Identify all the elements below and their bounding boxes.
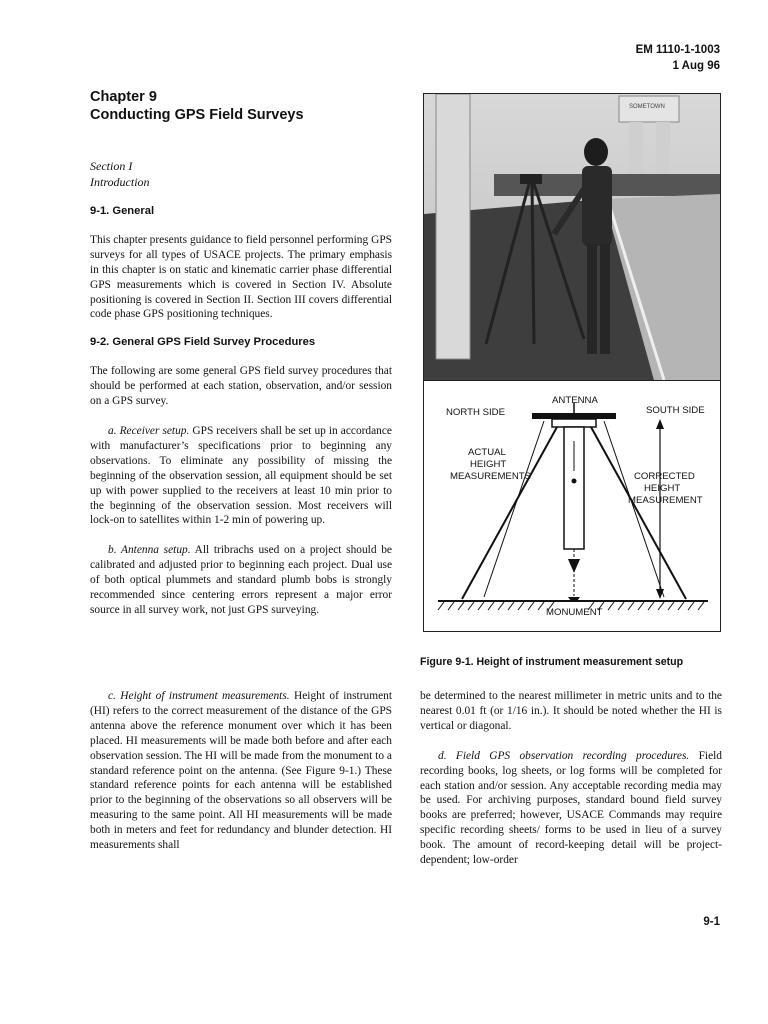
page-number: 9-1 [703,916,720,928]
heading-9-2: 9-2. General GPS Field Survey Procedures [90,336,316,349]
label-actual-2: HEIGHT [470,459,507,470]
document-header [636,42,720,74]
heading-9-1: 9-1. General [90,205,155,217]
chapter-title: Conducting GPS Field Surveys [90,107,304,123]
paragraph-d-text: Field recording books, log sheets, or log forms will be completed for each station and/or session. Any acceptable recording media may be used. For archiving purposes, standard bound field survey books are preferred; however, USACE Commands may require specific recording sheets/ forms to be used in lieu of a survey book. The amount of record-keeping detail will be project-dependent; low-order [420,749,723,867]
photo-sign-text: SOMETOWN [629,104,665,110]
doc-date: 1 Aug 96 [672,60,720,72]
doc-number: EM 1110-1-1003 [635,44,720,56]
paragraph-c-text: Height of instrument (HI) refers to the correct measurement of the distance of the GPS antenna above the reference monument over which it has been placed. HI measurements will be made both before and after each observation session. The HI will be made from the monument to a standard reference point on the antenna. (See Figure 9-1.) These standard reference points for each antenna will be established prior to the beginning of the observations so all observers will be measuring to the same point. All HI measurements will be made both in meters and feet for redundancy and blunder detection. HI measurements shall [90,690,392,852]
figure-photo [423,93,721,381]
label-south-side: SOUTH SIDE [646,405,705,416]
paragraph-b-text: All tribrachs used on a project should be calibrated and adjusted prior to beginning each project. Dual use of both optical plummets and standard plumb bobs is strongly recommended since centering errors represent a major error source in all survey work, not just GPS surveying. [90,544,392,616]
paragraph-c-continued: be determined to the nearest millimeter in metric units and to the nearest 0.01 ft (or 1/16 in.). It should be noted whether the HI is vertical or diagonal. [420,690,722,732]
paragraph-a-text: GPS receivers shall be set up in accordance with manufacturer’s specifications prior to beginning any observations. To eliminate any possibility of missing the beginning of the observation session, all equipment should be set up with power supplied to the receivers at least 10 min prior to the beginning of the observation session. Most receivers will lock-on to satellites within 1-2 min of powering up. [90,424,392,527]
label-actual-3: MEASUREMENTS [450,471,532,482]
height-measurement-diagram [424,381,720,631]
paragraph-a-label: a. Receiver setup. [108,424,190,437]
chapter-heading [90,88,304,124]
section-number: Section I [90,159,133,173]
paragraph-d-label: d. Field GPS observation recording procedures. [438,749,690,762]
paragraph-d [420,749,722,868]
section-label [90,158,150,190]
antenna-ground-plane [532,413,616,419]
label-corrected-3: MEASUREMENT [628,495,703,506]
label-north-side: NORTH SIDE [446,407,505,418]
label-actual-1: ACTUAL [468,447,506,458]
figure-diagram [423,380,721,632]
section-title: Introduction [90,175,150,189]
right-column [420,689,722,868]
label-antenna: ANTENNA [552,395,598,406]
figure-caption: Figure 9-1. Height of instrument measurement setup [420,656,684,668]
label-corrected-2: HEIGHT [644,483,681,494]
paragraph-c [90,689,392,853]
label-monument: MONUMENT [546,607,603,618]
paragraph-b-label: b. Antenna setup. [108,544,191,557]
survey-photo-image [424,94,720,380]
left-column-lower [90,689,392,853]
paragraph-general: This chapter presents guidance to field personnel performing GPS surveys for all types of USACE projects. The primary emphasis in this chapter is on static and kinematic carrier phase differential GPS measurements which is covered in Section IV. Absolute positioning is covered in Section II. Section III covers differential code phase GPS positioning techniques. [90,233,392,321]
paragraph-procedures: The following are some general GPS field survey procedures that should be performed at each station, observation, and/or session on a GPS survey. [90,365,392,408]
left-column [90,204,392,618]
paragraph-b [90,543,392,618]
paragraph-c-label: c. Height of instrument measurements. [108,690,290,702]
chapter-number: Chapter 9 [90,89,157,105]
paragraph-a [90,424,392,528]
label-corrected-1: CORRECTED [634,471,695,482]
